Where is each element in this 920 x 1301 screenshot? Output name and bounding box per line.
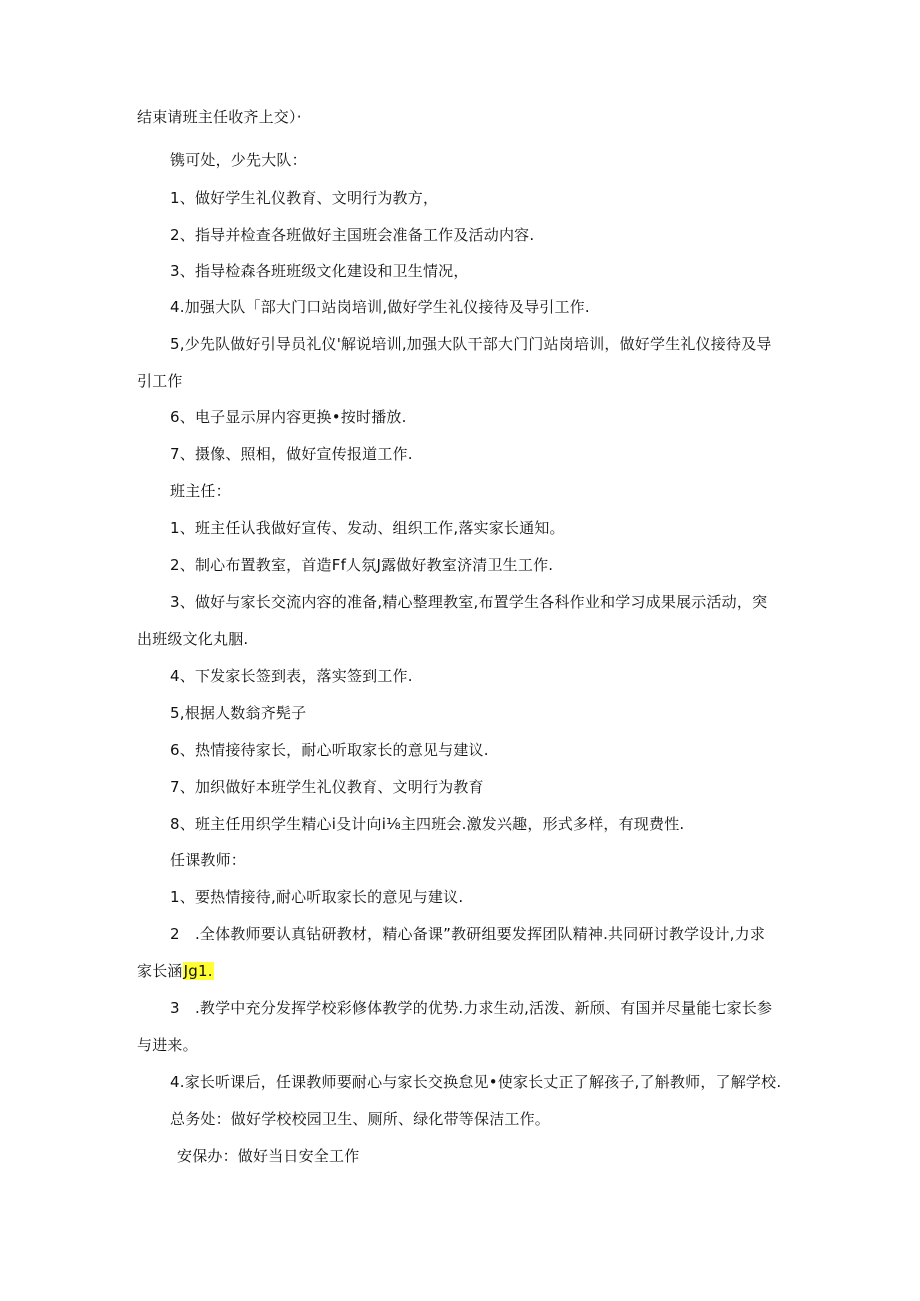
text-line-17: 5,根据人数翁齐髡子 [170,704,307,722]
text-line-6: 4.加强大队「部大门口站岗培训,做好学生礼仪接待及导引工作. [170,298,590,316]
text-line-1: 结束请班主任收齐上交）· [137,108,302,126]
text-line-19: 7、加织做好本班学生礼仪教育、文明行为教育 [170,778,484,796]
text-line-10: 7、摄像、照相，做好宣传报道工作. [170,445,413,463]
text-line-20: 8、班主任用织学生精心i殳计向i⅛主四班会.激发兴趣，形式多样，有现费性. [170,815,685,833]
text-line-15: 出班级文化丸胭. [137,630,249,648]
text-line-5: 3、指导检森各班班级文化建设和卫生情况， [170,262,469,280]
text-line-12: 1、班主任认我做好宣传、发动、组织工作,落实家长通知。 [170,519,565,537]
text-line-4: 2、指导并检查各班做好主国班会准备工作及活动内容. [170,226,535,244]
heading-head-teacher: 班主任： [170,482,231,500]
text-line-23: 2 .全体教师要认真钻研教材，精心备课”教研组要发挥团队精神.共同研讨教学设计,力求 [170,925,766,943]
text-line-16: 4、下发家长签到表，落实签到工作. [170,667,413,685]
text-line-3: 1、做好学生礼仪教育、文明行为教方， [170,189,439,207]
text-line-24 [137,961,214,981]
text-line-security: 安保办：做好当日安全工作 [177,1147,360,1165]
text-line-14: 3、做好与家长交流内容的准备,精心整理教室,布置学生各科作业和学习成果展示活动，突 [170,593,768,611]
text-line-27: 与进来。 [137,1036,198,1054]
text-line-28: 4.家长听课后，任课教师要耐心与家长交换怠见•使家长丈正了解孩子,了斛教师，了解学校. [170,1073,782,1091]
text-line-general-affairs: 总务处：做好学校校园卫生、厕所、绿化带等保洁工作。 [170,1110,551,1128]
text-line-7: 5,少先队做好引导员礼仪'解说培训,加强大队干部大门门站岗培训，做好学生礼仪接待及导 [170,335,772,353]
heading-pioneers: 镌可处，少先大队： [170,151,307,169]
heading-subject-teachers: 任课教师： [170,851,247,869]
text-line-18: 6、热情接待家长，耐心听取家长的意见与建议. [170,741,489,759]
text-line-13: 2、制心布置教室，首造Ff人氛J露做好教室济清卫生工作. [170,556,554,574]
text-line-22: 1、要热情接待,耐心听取家长的意见与建议. [170,888,464,906]
text-line-24-start: 家长涵 [137,962,183,980]
text-line-8: 引工作 [137,372,183,390]
text-line-26: 3 .教学中充分发挥学校彩修体教学的优势.力求生动,活泼、新颀、有国并尽量能七家长参 [170,999,773,1017]
highlight-mark: Jg1. [183,962,213,980]
text-line-9: 6、电子显示屏内容更换•按时播放. [170,408,407,426]
